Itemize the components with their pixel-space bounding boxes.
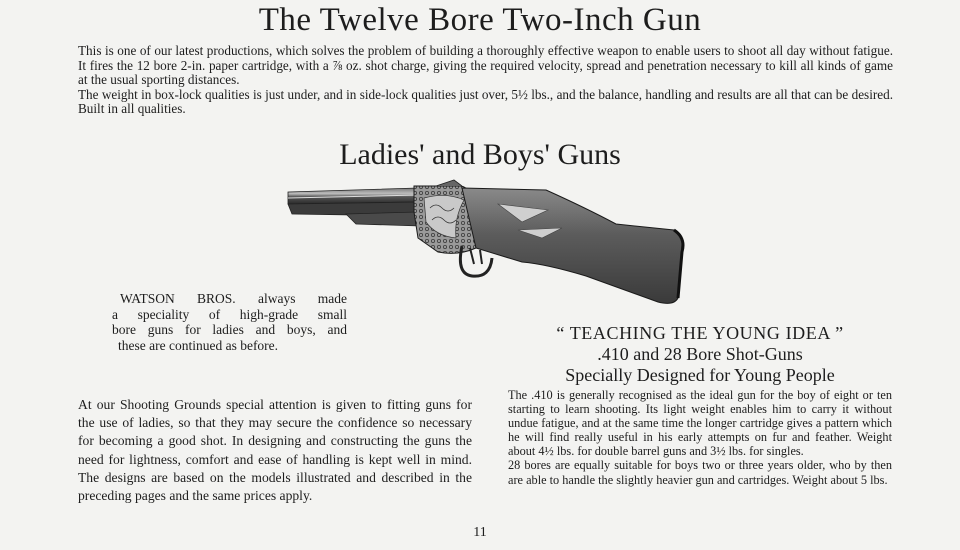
young-paragraph-1: The .410 is generally recognised as the ideal gun for the boy of eight or ten starting to learn shooting. Its light weight enables him to carry it without undue fatigue, and at the same time the longer cartridge gives a pattern which he will find really useful in his early attempts on fur and feather. Weight about 4½ lbs. for double barrel guns and 3½ lbs. for singles.: [508, 388, 892, 459]
watson-line-4: these are continued as before.: [118, 337, 279, 353]
watson-note: [112, 291, 347, 353]
ladies-paragraph: [78, 396, 472, 505]
ladies-paragraph-text: At our Shooting Grounds special attention is given to fitting guns for the use of ladies, so that they may secure the confidence so necessary for becoming a good shot. In designing and constructing the guns the need for lightness, comfort and ease of handling is kept well in mind. The designs are based on the models illustrated and described in the preceding pages and the same prices apply.: [78, 397, 472, 504]
watson-line-3: bore guns for ladies and boys, and: [112, 322, 347, 337]
intro-paragraph-2: The weight in box-lock qualities is just under, and in side-lock qualities just over, 5½ lbs., and the balance, handling and results are all that can be desired. Built in all qualities.: [78, 86, 893, 117]
heading-line-3: Specially Designed for Young People: [565, 365, 835, 385]
young-paragraph-2: 28 bores are equally suitable for boys two or three years older, who by then are able to handle the slightly heavier gun and cartridges. Weight about 5 lbs.: [508, 458, 892, 487]
young-idea-heading: [500, 323, 900, 386]
section-subtitle: Ladies' and Boys' Guns: [339, 138, 621, 171]
watson-line-1: WATSON BROS. always made: [120, 291, 347, 306]
page-title: The Twelve Bore Two-Inch Gun: [258, 2, 702, 38]
heading-line-1: “ TEACHING THE YOUNG IDEA ”: [556, 323, 844, 343]
heading-line-2: .410 and 28 Bore Shot-Guns: [597, 344, 803, 364]
stock: [462, 188, 682, 303]
intro-paragraph-1: This is one of our latest productions, which solves the problem of building a thoroughly effective weapon to enable users to shoot all day without fatigue. It fires the 12 bore 2-in. paper cartridge, with a ⅞ oz. shot charge, giving the required velocity, spread and penetration necessary to kill all kinds of game at the usual sporting distances.: [78, 43, 893, 88]
forend: [346, 212, 420, 226]
young-people-text: [508, 388, 892, 487]
intro-text: [78, 44, 893, 117]
watson-line-2: a speciality of high-grade small: [112, 306, 347, 322]
page-number: 11: [473, 525, 487, 540]
